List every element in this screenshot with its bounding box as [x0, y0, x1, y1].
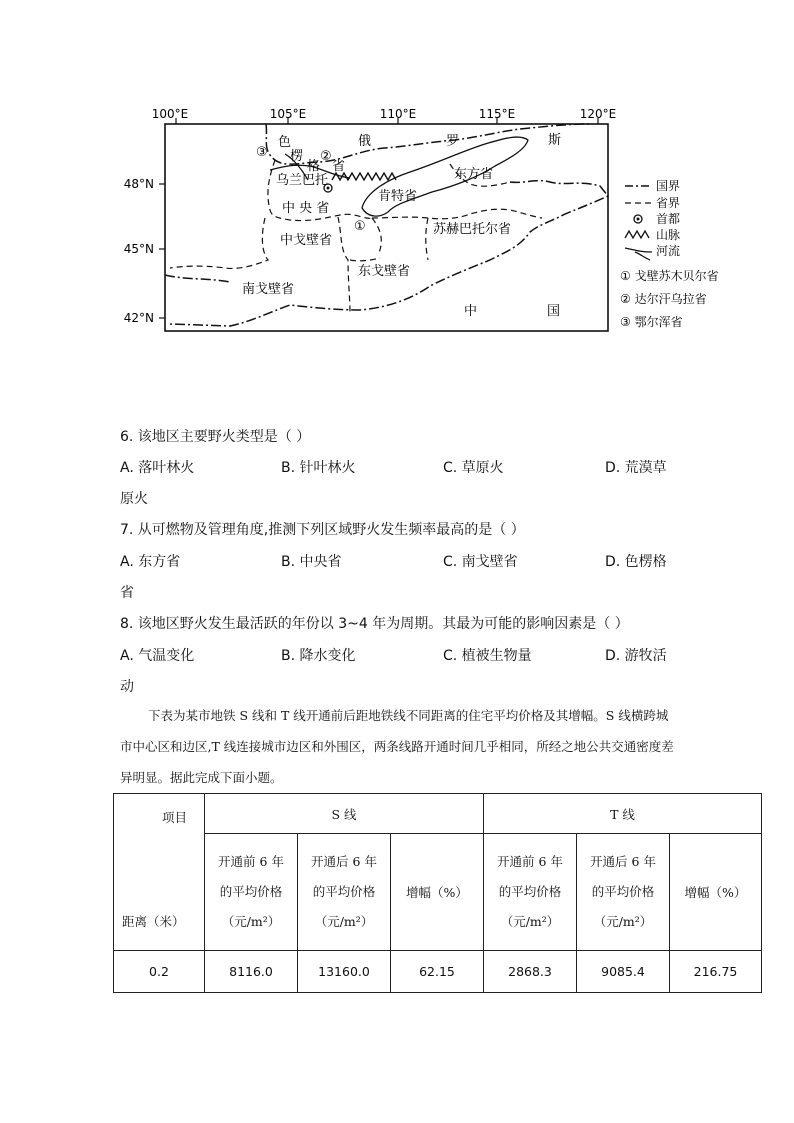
map-label: 南戈壁省 [242, 282, 295, 297]
option: B. 针叶林火 [281, 460, 356, 476]
map-label: 东方省 [454, 167, 494, 182]
value-cell: 9085.4 [577, 951, 670, 993]
legend-label: 山脉 [656, 228, 681, 242]
map-label: 东戈壁省 [358, 264, 411, 279]
map-label: 肯特省 [378, 189, 418, 204]
lon-label: 115°E [478, 107, 516, 121]
value-cell: 8116.0 [205, 951, 298, 993]
lon-label: 105°E [269, 107, 307, 121]
option-continuation: 原火 [120, 491, 148, 507]
option: C. 南戈壁省 [443, 554, 518, 570]
col-before: 开通前 6 年 的平均价格 （元/m²） [484, 834, 577, 951]
legend-label: 国界 [656, 179, 681, 193]
legend-note: ② 达尔汗乌拉省 [620, 292, 707, 306]
province-border [350, 258, 380, 261]
map-label: 中戈壁省 [280, 233, 333, 248]
option: C. 植被生物量 [443, 648, 532, 664]
province-border [372, 218, 381, 255]
map-label: 国 [547, 304, 561, 319]
legend-label: 省界 [656, 196, 681, 210]
river [362, 137, 528, 216]
option: D. 色楞格 [605, 554, 667, 570]
price-table [113, 793, 762, 993]
option: D. 游牧活 [605, 648, 667, 664]
province-border [372, 209, 542, 219]
s-line-header: S 线 [205, 794, 484, 834]
col-before: 开通前 6 年 的平均价格 （元/m²） [205, 834, 298, 951]
map-label: 中 央 省 [282, 201, 330, 216]
col-rate: 增幅（%） [391, 834, 484, 951]
legend-note: ③ 鄂尔浑省 [620, 315, 683, 329]
col-after: 开通后 6 年 的平均价格 （元/m²） [298, 834, 391, 951]
map-label: 斯 [548, 133, 562, 148]
option: B. 中央省 [281, 554, 342, 570]
river-icon [625, 248, 652, 260]
question-stem: 6. 该地区主要野火类型是（ ） [120, 429, 311, 445]
lat-label: 48°N [123, 177, 154, 191]
national-border [165, 275, 230, 282]
legend-note: ① 戈壁苏木贝尔省 [620, 269, 719, 283]
mongolia-map [110, 100, 750, 340]
legend-label: 河流 [656, 244, 681, 258]
map-label: 苏赫巴托尔省 [433, 222, 512, 237]
map-label: 中 [464, 304, 478, 319]
option-continuation: 省 [120, 585, 134, 601]
map-label: 罗 [446, 134, 460, 149]
province-border [338, 217, 350, 312]
map-label: ② [320, 149, 332, 164]
map-label: ① [354, 219, 366, 234]
value-cell: 2868.3 [484, 951, 577, 993]
province-border [426, 218, 428, 260]
option: D. 荒漠草 [605, 460, 667, 476]
lon-label: 100°E [151, 107, 189, 121]
table-row [114, 951, 762, 993]
value-cell: 216.75 [670, 951, 762, 993]
table-corner [114, 794, 205, 951]
option: A. 落叶林火 [120, 460, 195, 476]
t-line-header: T 线 [484, 794, 762, 834]
col-rate: 增幅（%） [670, 834, 762, 951]
question-stem: 8. 该地区野火发生最活跃的年份以 3~4 年为周期。其最为可能的影响因素是（ ） [120, 616, 629, 632]
option: A. 东方省 [120, 554, 181, 570]
distance-label: 距离（米） [122, 914, 185, 929]
lat-label: 42°N [123, 311, 154, 325]
item-label: 项目 [162, 810, 188, 825]
map-label: 色 [278, 135, 292, 150]
legend-label: 首都 [656, 212, 681, 226]
map-label: 格 [307, 159, 321, 174]
lon-label: 120°E [579, 107, 617, 121]
map-label: 楞 [290, 149, 304, 164]
option-continuation: 动 [120, 679, 134, 695]
col-after: 开通后 6 年 的平均价格 （元/m²） [577, 834, 670, 951]
mountains-icon [332, 173, 396, 180]
value-cell: 62.15 [391, 951, 484, 993]
material-paragraph: 下表为某市地铁 S 线和 T 线开通前后距地铁线不同距离的住宅平均价格及其增幅。S 线横跨城市中心区和边区,T 线连接城市边区和外围区，两条线路开通时间几乎相同，所经之地公共交通密度差异明显。据此完成下面小题。 [120, 708, 674, 785]
map-label: 俄 [358, 134, 372, 149]
option: A. 气温变化 [120, 648, 195, 664]
map-label: 省 [332, 159, 346, 174]
province-border [170, 218, 268, 268]
mountains-icon [625, 231, 649, 238]
value-cell: 13160.0 [298, 951, 391, 993]
option: B. 降水变化 [281, 648, 356, 664]
lon-label: 110°E [379, 107, 417, 121]
option: C. 草原火 [443, 460, 504, 476]
map-label: ③ [256, 145, 268, 160]
map-label: 乌兰巴托 [276, 173, 329, 188]
distance-cell: 0.2 [114, 951, 205, 993]
map-frame [165, 124, 608, 331]
lat-label: 45°N [123, 242, 154, 256]
question-stem: 7. 从可燃物及管理角度,推测下列区域野火发生频率最高的是（ ） [120, 522, 525, 538]
